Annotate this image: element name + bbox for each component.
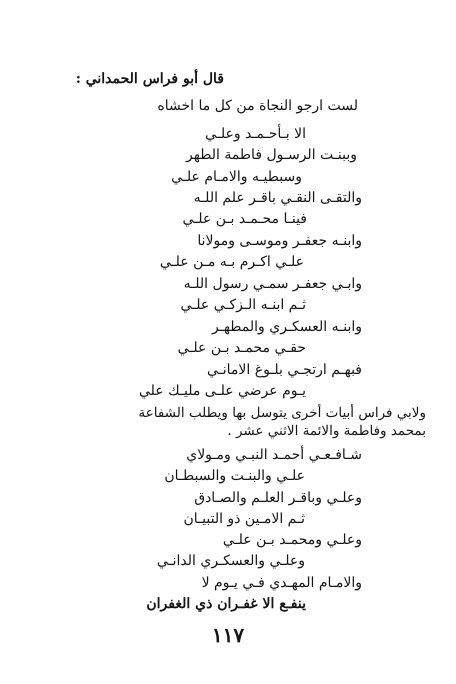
poem-line: وابنـه جعفـر وموسـى ومولانا xyxy=(197,233,362,249)
poem-line: وعلـي ومحمـد بـن علـي xyxy=(222,532,362,548)
poem-line: لست ارجو النجاة من كل ما اخشاه xyxy=(157,98,358,114)
poem-line: فينـا محـمـد بـن علـي xyxy=(182,211,307,227)
poem-line: يـوم عرضي علـى مليـك علي xyxy=(138,383,306,399)
poem-line: ينفـع الا غفـران ذي الغفران xyxy=(146,596,306,612)
poem-line: علـي والبنـت والسبطـان xyxy=(164,468,305,484)
poem-line: وابنـه العسكـري والمطهـر xyxy=(212,319,362,335)
poem-line: حقـي محمـد بـن علـي xyxy=(177,340,306,356)
poem-line: ثـم ابنـه الـزكـي علـي xyxy=(180,297,306,313)
poem-line: وسبطيـه والامـام علـي xyxy=(171,169,302,185)
poem-line: شـافـعـي أحمـد النبـي ومـولاي xyxy=(186,447,362,463)
poem-line: والامـام المهـدي فـي يـوم لا xyxy=(201,575,362,591)
prose-line: ولابي فراس أبيات أخرى يتوسل بها ويطلب الشفاعة xyxy=(138,405,426,421)
poem-line: علـي اكـرم بـه مـن علـي xyxy=(159,254,304,270)
poem-line: وببنـت الرسـول فاطمة الطهر xyxy=(186,147,357,163)
poem-line: وعلـي والعسكـري الدانـي xyxy=(156,553,305,569)
poem-line: وابـي جعفـر سمـي رسول اللـه xyxy=(183,276,362,292)
poem-line: ثـم الامـين ذو التبيـان xyxy=(183,511,305,527)
poem-line: والتقـى النقـي باقـر علم اللـه xyxy=(193,190,362,206)
page-number: ١١٧ xyxy=(211,623,245,647)
page-heading: قال أبو فراس الحمداني : xyxy=(75,71,224,87)
poem-line: وعلـي وباقـر العلـم والصـادق xyxy=(194,490,362,506)
prose-line: بمحمد وفاطمة والائمة الاثني عشر . xyxy=(227,423,426,439)
poem-line: فبهـم ارتجـي بلـوغ الامانـي xyxy=(206,362,362,378)
poem-line: الا بـأحـمـد وعلـي xyxy=(205,126,306,142)
